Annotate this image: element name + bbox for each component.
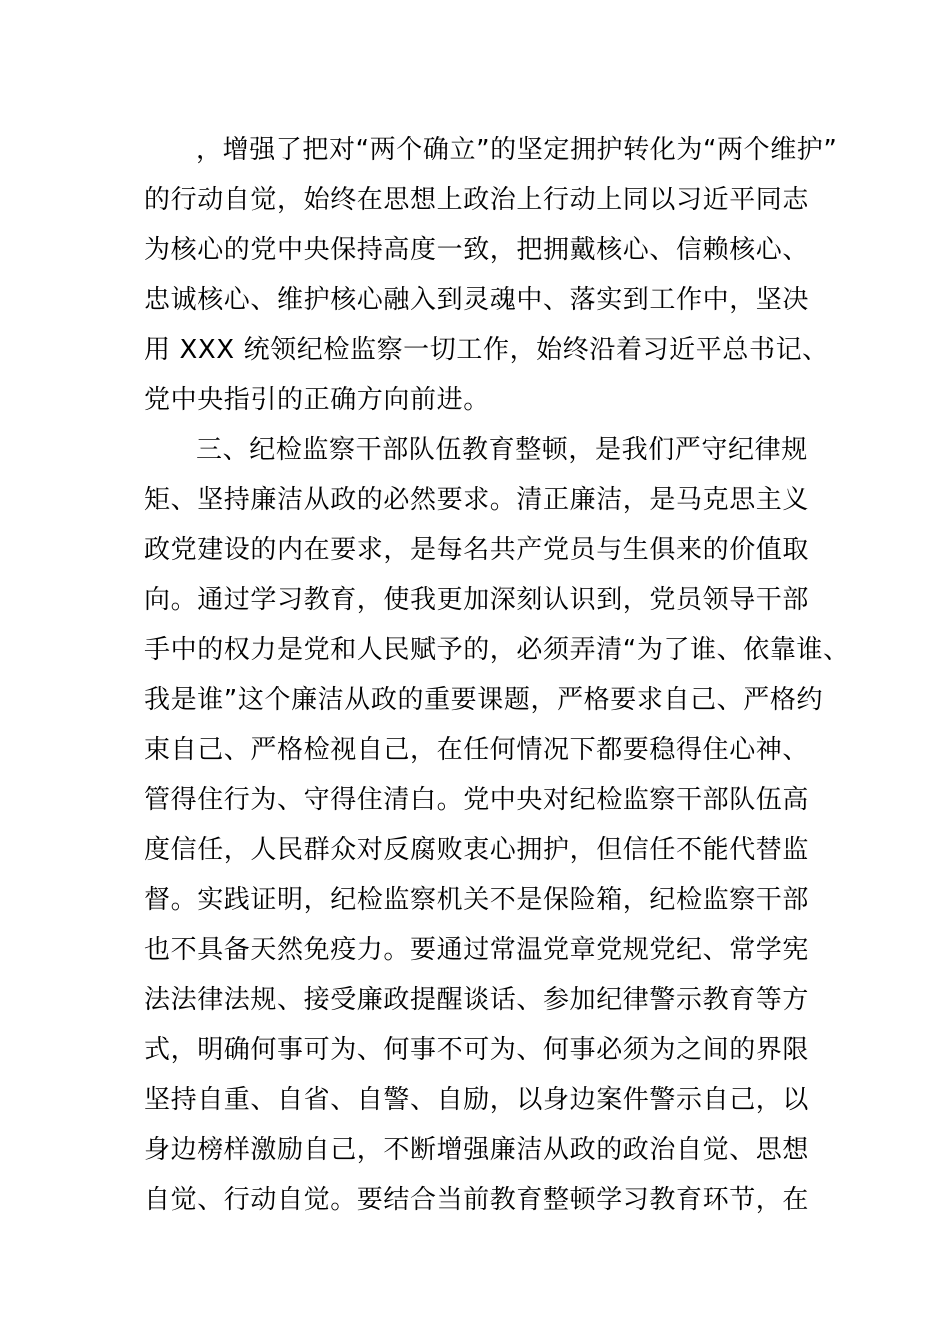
text-line: 党中央指引的正确方向前进。: [144, 385, 490, 415]
text-line: 的行动自觉，始终在思想上政治上行动上同以习近平同志: [144, 185, 810, 215]
text-line: 管得住行为、守得住清白。党中央对纪检监察干部队伍高: [144, 785, 810, 815]
text-line: 用 XXX 统领纪检监察一切工作，始终沿着习近平总书记、: [144, 335, 829, 365]
section-heading-line: 三、纪检监察干部队伍教育整顿，是我们严守纪律规: [196, 435, 808, 465]
text-line: 为核心的党中央保持高度一致，把拥戴核心、信赖核心、: [144, 235, 810, 265]
text-line: 手中的权力是党和人民赋予的，必须弄清“为了谁、依靠谁、: [144, 635, 850, 665]
text-line: 式，明确何事可为、何事不可为、何事必须为之间的界限: [144, 1035, 810, 1065]
text-line: 束自己、严格检视自己，在任何情况下都要稳得住心神、: [144, 735, 810, 765]
text-line: 自觉、行动自觉。要结合当前教育整顿学习教育环节，在: [144, 1185, 810, 1215]
text-line: 身边榜样激励自己，不断增强廉洁从政的政治自觉、思想: [144, 1135, 810, 1165]
text-line: 矩、坚持廉洁从政的必然要求。清正廉洁，是马克思主义: [144, 485, 810, 515]
text-line: 督。实践证明，纪检监察机关不是保险箱，纪检监察干部: [144, 885, 810, 915]
text-line: 法法律法规、接受廉政提醒谈话、参加纪律警示教育等方: [144, 985, 810, 1015]
text-line: 向。通过学习教育，使我更加深刻认识到，党员领导干部: [144, 585, 810, 615]
text-line: 也不具备天然免疫力。要通过常温党章党规党纪、常学宪: [144, 935, 810, 965]
text-line: 政党建设的内在要求，是每名共产党员与生俱来的价值取: [144, 535, 810, 565]
text-line: 忠诚核心、维护核心融入到灵魂中、落实到工作中，坚决: [144, 285, 810, 315]
text-line: 坚持自重、自省、自警、自励，以身边案件警示自己，以: [144, 1085, 810, 1115]
text-line: 度信任，人民群众对反腐败衷心拥护，但信任不能代替监: [144, 835, 810, 865]
text-line: ，增强了把对“两个确立”的坚定拥护转化为“两个维护”: [196, 135, 838, 165]
text-line: 我是谁”这个廉洁从政的重要课题，严格要求自己、严格约: [144, 685, 824, 715]
